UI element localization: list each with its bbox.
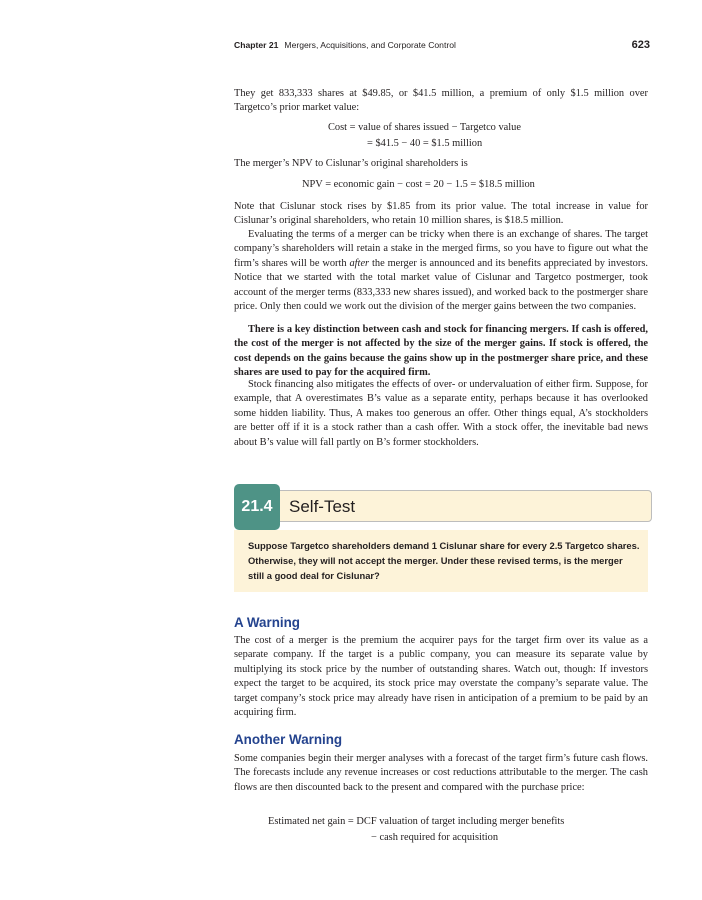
paragraph-stock-rise: Note that Cislunar stock rises by $1.85 from its prior value. The total increase in value for Cislunar’s original shareholders, who retain 10 million shares, is $18.5 million. <box>234 201 648 227</box>
paragraph-warning: The cost of a merger is the premium the acquirer pays for the target firm over its value as a separate company. If the target is a public company, you can measure its separate value by multiplying its stock price by the number of outstanding shares. Watch out, though: If investors expect the target to be acquired, its stock price may overstate the company’s separate value. The target company’s stock price may already have risen in anticipation of a premium to be paid by an acquiring firm. <box>234 635 648 719</box>
equation-npv: NPV = economic gain − cost = 20 − 1.5 = $18.5 million <box>302 179 535 190</box>
paragraph-shares: They get 833,333 shares at $49.85, or $41.5 million, a premium of only $1.5 million over Targetco’s prior market value: <box>234 88 648 114</box>
paragraph-key-distinction: There is a key distinction between cash and stock for financing mergers. If cash is offered, the cost of the merger is not affected by the size of the merger gains. If stock is offered, the cost depends on the gains because the gains show up in the postmerger share price, and these shares are used to pay for the acquired firm. <box>234 324 648 379</box>
self-test-title: Self-Test <box>289 497 356 516</box>
equation-net-gain-line1: Estimated net gain = DCF valuation of target including merger benefits <box>268 816 565 827</box>
equation-cost-line2: = $41.5 − 40 = $1.5 million <box>367 138 483 149</box>
paragraph-stock-financing: Stock financing also mitigates the effects of over- or undervaluation of either firm. Suppose, for example, that A overestimates B’s value as a separate entity, perhaps because it has overlooked some hidden liability. Thus, A makes too generous an offer. Other things equal, A’s stockholders are better off if it is a stock rather than a cash offer. With a stock offer, the inevitable bad news about B’s value will fall partly on B’s former stockholders. <box>234 379 648 448</box>
paragraph-another-warning: Some companies begin their merger analyses with a forecast of the target firm’s future cash flows. The forecasts include any revenue increases or cost reductions attributable to the merger. The cash flows are then discounted back to the present and compared with the purchase price: <box>234 753 648 793</box>
chapter-title: Mergers, Acquisitions, and Corporate Control <box>284 40 456 50</box>
section-heading-warning: A Warning <box>234 615 300 630</box>
self-test-number-badge: 21.4 <box>234 484 280 530</box>
paragraph-npv-intro: The merger’s NPV to Cislunar’s original shareholders is <box>234 158 468 169</box>
emphasis-after: after <box>349 257 370 269</box>
running-header <box>234 40 650 54</box>
chapter-label: Chapter 21 Mergers, Acquisitions, and Corporate Control <box>234 40 456 50</box>
page-number: 623 <box>631 39 650 51</box>
paragraph-evaluating-terms: Evaluating the terms of a merger can be tricky when there is an exchange of shares. The target company’s shareholders will retain a stake in the merged firms, so you have to figure out what the firm’s shares will be worth after the merger is announced and its benefits appreciated by investors. Notice that we started with the total market value of Cislunar and Targetco postmerger, took account of the merger terms (833,333 new shares issued), and worked back to the postmerger share price. Only then could we work out the division of the merger gains between the two companies. <box>234 229 648 313</box>
section-heading-another-warning: Another Warning <box>234 732 343 747</box>
equation-net-gain-line2: − cash required for acquisition <box>371 832 499 843</box>
self-test-question: Suppose Targetco shareholders demand 1 Cislunar share for every 2.5 Targetco shares. Otherwise, they will not accept the merger. Under these revised terms, is the merger still a good deal for Cislunar? <box>248 540 640 582</box>
equation-cost-line1: Cost = value of shares issued − Targetco value <box>328 122 521 133</box>
